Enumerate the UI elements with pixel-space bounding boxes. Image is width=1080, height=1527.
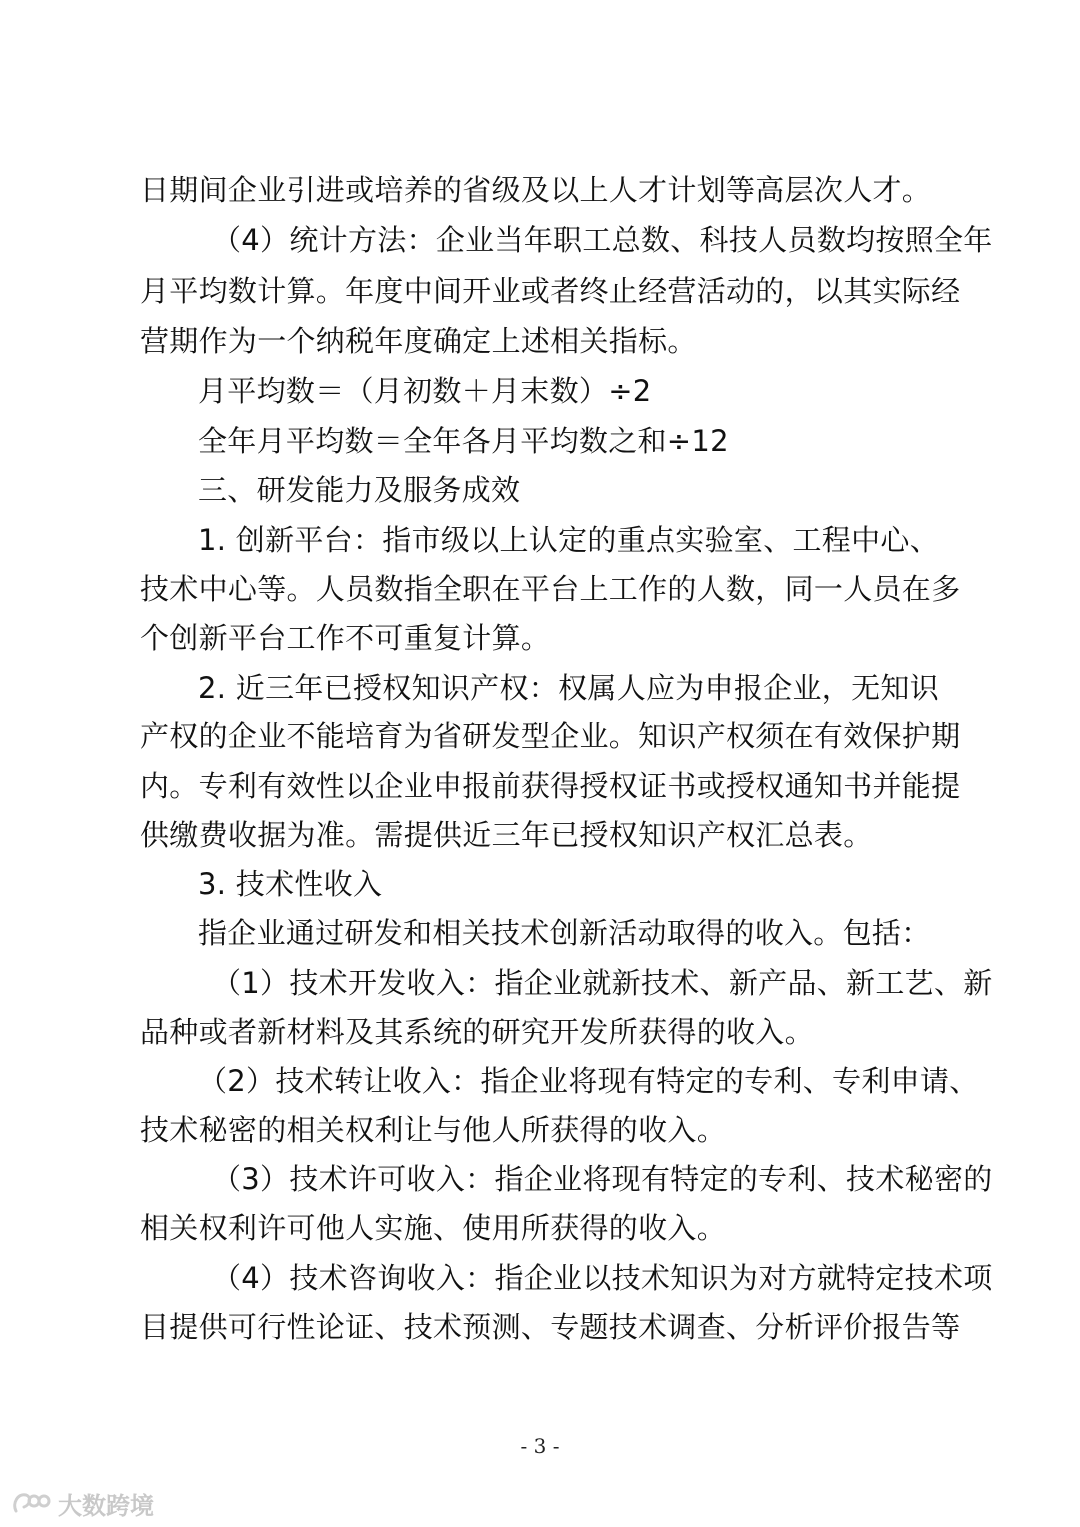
page-number: - 3 - xyxy=(520,1434,560,1458)
watermark-logo-icon xyxy=(10,1489,52,1519)
section-heading: 三、研发能力及服务成效 xyxy=(198,473,521,507)
text-line: 品种或者新材料及其系统的研究开发所获得的收入。 xyxy=(140,1015,814,1049)
text-line: 1. 创新平台：指市级以上认定的重点实验室、工程中心、 xyxy=(198,523,939,557)
formula-line: 全年月平均数＝全年各月平均数之和÷12 xyxy=(198,424,729,458)
text-line: 技术中心等。人员数指全职在平台上工作的人数，同一人员在多 xyxy=(140,572,961,606)
text-line: （1）技术开发收入：指企业就新技术、新产品、新工艺、新 xyxy=(212,966,993,1000)
text-line: （4）技术咨询收入：指企业以技术知识为对方就特定技术项 xyxy=(212,1261,993,1295)
formula-line: 月平均数＝（月初数＋月末数）÷2 xyxy=(198,374,652,408)
subheading: 3. 技术性收入 xyxy=(198,867,383,901)
watermark xyxy=(10,1486,154,1521)
text-line: 日期间企业引进或培养的省级及以上人才计划等高层次人才。 xyxy=(140,173,932,207)
text-line: 营期作为一个纳税年度确定上述相关指标。 xyxy=(140,324,697,358)
text-line: （2）技术转让收入：指企业将现有特定的专利、专利申请、 xyxy=(198,1064,979,1098)
text-line: 产权的企业不能培育为省研发型企业。知识产权须在有效保护期 xyxy=(140,719,961,753)
text-line: 个创新平台工作不可重复计算。 xyxy=(140,621,551,655)
text-line: （3）技术许可收入：指企业将现有特定的专利、技术秘密的 xyxy=(212,1162,993,1196)
text-line: 技术秘密的相关权利让与他人所获得的收入。 xyxy=(140,1113,727,1147)
text-line: （4）统计方法：企业当年职工总数、科技人员数均按照全年 xyxy=(212,223,993,257)
text-line: 目提供可行性论证、技术预测、专题技术调查、分析评价报告等 xyxy=(140,1310,961,1344)
text-line: 内。专利有效性以企业申报前获得授权证书或授权通知书并能提 xyxy=(140,769,961,803)
text-line: 月平均数计算。年度中间开业或者终止经营活动的，以其实际经 xyxy=(140,274,961,308)
text-line: 2. 近三年已授权知识产权：权属人应为申报企业，无知识 xyxy=(198,671,939,705)
text-line: 供缴费收据为准。需提供近三年已授权知识产权汇总表。 xyxy=(140,818,873,852)
watermark-text: 大数跨境 xyxy=(58,1492,154,1520)
text-line: 相关权利许可他人实施、使用所获得的收入。 xyxy=(140,1211,727,1245)
text-line: 指企业通过研发和相关技术创新活动取得的收入。包括： xyxy=(198,916,931,950)
